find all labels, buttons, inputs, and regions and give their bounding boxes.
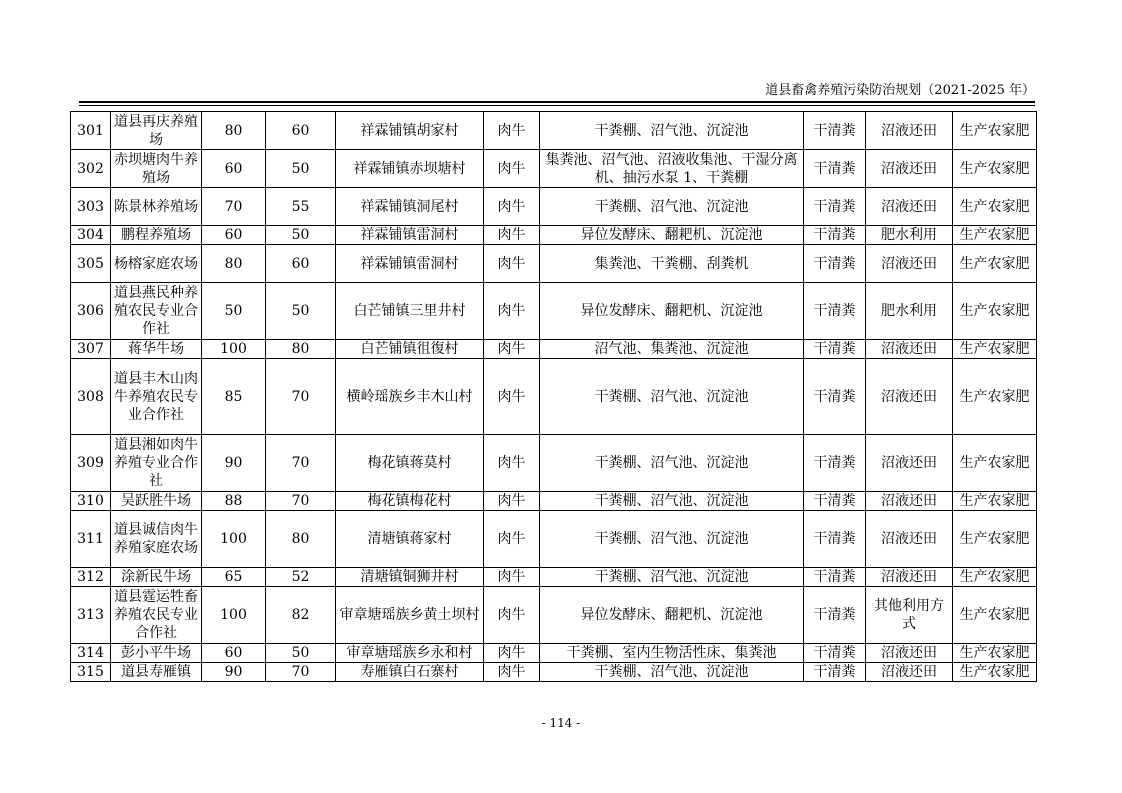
capacity-cell: 80 [202, 245, 266, 283]
index-cell: 313 [71, 587, 111, 644]
stock-cell: 50 [266, 644, 336, 663]
table-row [71, 644, 1037, 663]
cleaning-method-cell: 干清粪 [804, 435, 866, 492]
capacity-cell: 70 [202, 188, 266, 226]
stock-cell: 70 [266, 492, 336, 511]
solid-use-cell: 生产农家肥 [953, 644, 1037, 663]
liquid-use-cell: 沼液还田 [866, 150, 953, 188]
location-cell: 梅花镇蒋莫村 [336, 435, 484, 492]
capacity-cell: 85 [202, 359, 266, 435]
facilities-cell: 异位发酵床、翻耙机、沉淀池 [540, 587, 804, 644]
cleaning-method-cell: 干清粪 [804, 511, 866, 568]
facilities-cell: 沼气池、集粪池、沉淀池 [540, 340, 804, 359]
stock-cell: 70 [266, 435, 336, 492]
livestock-cell: 肉牛 [484, 359, 540, 435]
index-cell: 311 [71, 511, 111, 568]
facilities-cell: 干粪棚、沼气池、沉淀池 [540, 435, 804, 492]
livestock-cell: 肉牛 [484, 188, 540, 226]
stock-cell: 70 [266, 663, 336, 682]
liquid-use-cell: 其他利用方式 [866, 587, 953, 644]
capacity-cell: 100 [202, 511, 266, 568]
location-cell: 横岭瑶族乡丰木山村 [336, 359, 484, 435]
location-cell: 白芒铺镇三里井村 [336, 283, 484, 340]
farm-name-cell: 赤坝塘肉牛养殖场 [111, 150, 202, 188]
facilities-cell: 干粪棚、沼气池、沉淀池 [540, 511, 804, 568]
table-row [71, 663, 1037, 682]
livestock-cell: 肉牛 [484, 587, 540, 644]
facilities-cell: 集粪池、干粪棚、刮粪机 [540, 245, 804, 283]
facilities-cell: 干粪棚、沼气池、沉淀池 [540, 568, 804, 587]
table-row [71, 511, 1037, 568]
solid-use-cell: 生产农家肥 [953, 150, 1037, 188]
facilities-cell: 干粪棚、室内生物活性床、集粪池 [540, 644, 804, 663]
liquid-use-cell: 沼液还田 [866, 340, 953, 359]
location-cell: 寿雁镇白石寨村 [336, 663, 484, 682]
liquid-use-cell: 肥水利用 [866, 283, 953, 340]
farm-name-cell: 道县霆运牲畜养殖农民专业合作社 [111, 587, 202, 644]
solid-use-cell: 生产农家肥 [953, 188, 1037, 226]
capacity-cell: 60 [202, 150, 266, 188]
liquid-use-cell: 沼液还田 [866, 359, 953, 435]
location-cell: 审章塘瑶族乡黄土坝村 [336, 587, 484, 644]
stock-cell: 50 [266, 150, 336, 188]
table-row [71, 568, 1037, 587]
farm-name-cell: 彭小平牛场 [111, 644, 202, 663]
liquid-use-cell: 肥水利用 [866, 226, 953, 245]
facilities-cell: 干粪棚、沼气池、沉淀池 [540, 663, 804, 682]
capacity-cell: 90 [202, 435, 266, 492]
table-row [71, 150, 1037, 188]
livestock-cell: 肉牛 [484, 340, 540, 359]
solid-use-cell: 生产农家肥 [953, 226, 1037, 245]
capacity-cell: 80 [202, 112, 266, 150]
liquid-use-cell: 沼液还田 [866, 511, 953, 568]
index-cell: 312 [71, 568, 111, 587]
facilities-cell: 干粪棚、沼气池、沉淀池 [540, 492, 804, 511]
solid-use-cell: 生产农家肥 [953, 587, 1037, 644]
index-cell: 309 [71, 435, 111, 492]
cleaning-method-cell: 干清粪 [804, 587, 866, 644]
farm-name-cell: 道县燕民种养殖农民专业合作社 [111, 283, 202, 340]
solid-use-cell: 生产农家肥 [953, 511, 1037, 568]
stock-cell: 80 [266, 511, 336, 568]
farm-name-cell: 陈景林养殖场 [111, 188, 202, 226]
index-cell: 305 [71, 245, 111, 283]
table-row [71, 492, 1037, 511]
solid-use-cell: 生产农家肥 [953, 112, 1037, 150]
farm-name-cell: 道县诚信肉牛养殖家庭农场 [111, 511, 202, 568]
table-row [71, 435, 1037, 492]
cleaning-method-cell: 干清粪 [804, 112, 866, 150]
stock-cell: 50 [266, 226, 336, 245]
farm-name-cell: 鹏程养殖场 [111, 226, 202, 245]
livestock-cell: 肉牛 [484, 644, 540, 663]
location-cell: 审章塘瑶族乡永和村 [336, 644, 484, 663]
cleaning-method-cell: 干清粪 [804, 226, 866, 245]
facilities-cell: 异位发酵床、翻耙机、沉淀池 [540, 226, 804, 245]
index-cell: 301 [71, 112, 111, 150]
farm-name-cell: 涂新民牛场 [111, 568, 202, 587]
table-row [71, 188, 1037, 226]
stock-cell: 82 [266, 587, 336, 644]
location-cell: 祥霖铺镇雷洞村 [336, 245, 484, 283]
cleaning-method-cell: 干清粪 [804, 568, 866, 587]
table-row [71, 112, 1037, 150]
stock-cell: 52 [266, 568, 336, 587]
farm-name-cell: 道县丰木山肉牛养殖农民专业合作社 [111, 359, 202, 435]
index-cell: 310 [71, 492, 111, 511]
capacity-cell: 60 [202, 644, 266, 663]
liquid-use-cell: 沼液还田 [866, 568, 953, 587]
liquid-use-cell: 沼液还田 [866, 663, 953, 682]
solid-use-cell: 生产农家肥 [953, 359, 1037, 435]
liquid-use-cell: 沼液还田 [866, 644, 953, 663]
index-cell: 314 [71, 644, 111, 663]
location-cell: 清塘镇蒋家村 [336, 511, 484, 568]
livestock-cell: 肉牛 [484, 150, 540, 188]
farm-name-cell: 吴跃胜牛场 [111, 492, 202, 511]
capacity-cell: 50 [202, 283, 266, 340]
solid-use-cell: 生产农家肥 [953, 568, 1037, 587]
table-row [71, 245, 1037, 283]
location-cell: 祥霖铺镇胡家村 [336, 112, 484, 150]
farm-name-cell: 道县寿雁镇 [111, 663, 202, 682]
livestock-cell: 肉牛 [484, 568, 540, 587]
livestock-cell: 肉牛 [484, 283, 540, 340]
location-cell: 白芒铺镇徂復村 [336, 340, 484, 359]
capacity-cell: 100 [202, 340, 266, 359]
stock-cell: 80 [266, 340, 336, 359]
farm-name-cell: 蒋华牛场 [111, 340, 202, 359]
livestock-cell: 肉牛 [484, 245, 540, 283]
header-rule-thin [79, 105, 1035, 106]
capacity-cell: 100 [202, 587, 266, 644]
capacity-cell: 90 [202, 663, 266, 682]
location-cell: 祥霖铺镇赤坝塘村 [336, 150, 484, 188]
solid-use-cell: 生产农家肥 [953, 435, 1037, 492]
index-cell: 308 [71, 359, 111, 435]
facilities-cell: 异位发酵床、翻耙机、沉淀池 [540, 283, 804, 340]
table-row [71, 226, 1037, 245]
capacity-cell: 65 [202, 568, 266, 587]
liquid-use-cell: 沼液还田 [866, 245, 953, 283]
page-header [79, 82, 1035, 100]
liquid-use-cell: 沼液还田 [866, 492, 953, 511]
cleaning-method-cell: 干清粪 [804, 150, 866, 188]
farm-name-cell: 道县再庆养殖场 [111, 112, 202, 150]
livestock-cell: 肉牛 [484, 511, 540, 568]
table-row [71, 340, 1037, 359]
stock-cell: 60 [266, 112, 336, 150]
location-cell: 祥霖铺镇洞尾村 [336, 188, 484, 226]
header-rule-thick [79, 101, 1035, 103]
cleaning-method-cell: 干清粪 [804, 283, 866, 340]
cleaning-method-cell: 干清粪 [804, 359, 866, 435]
facilities-cell: 干粪棚、沼气池、沉淀池 [540, 188, 804, 226]
index-cell: 307 [71, 340, 111, 359]
stock-cell: 50 [266, 283, 336, 340]
index-cell: 304 [71, 226, 111, 245]
farm-name-cell: 道县湘如肉牛养殖专业合作社 [111, 435, 202, 492]
table-body [71, 112, 1037, 682]
solid-use-cell: 生产农家肥 [953, 340, 1037, 359]
facilities-cell: 干粪棚、沼气池、沉淀池 [540, 112, 804, 150]
table-row [71, 283, 1037, 340]
index-cell: 315 [71, 663, 111, 682]
cleaning-method-cell: 干清粪 [804, 663, 866, 682]
location-cell: 祥霖铺镇雷洞村 [336, 226, 484, 245]
table-row [71, 359, 1037, 435]
livestock-cell: 肉牛 [484, 226, 540, 245]
capacity-cell: 88 [202, 492, 266, 511]
cleaning-method-cell: 干清粪 [804, 644, 866, 663]
solid-use-cell: 生产农家肥 [953, 283, 1037, 340]
livestock-cell: 肉牛 [484, 435, 540, 492]
stock-cell: 60 [266, 245, 336, 283]
cleaning-method-cell: 干清粪 [804, 188, 866, 226]
capacity-cell: 60 [202, 226, 266, 245]
farm-name-cell: 杨榕家庭农场 [111, 245, 202, 283]
livestock-cell: 肉牛 [484, 492, 540, 511]
solid-use-cell: 生产农家肥 [953, 663, 1037, 682]
cleaning-method-cell: 干清粪 [804, 492, 866, 511]
livestock-cell: 肉牛 [484, 663, 540, 682]
stock-cell: 55 [266, 188, 336, 226]
facilities-cell: 干粪棚、沼气池、沉淀池 [540, 359, 804, 435]
cleaning-method-cell: 干清粪 [804, 245, 866, 283]
liquid-use-cell: 沼液还田 [866, 188, 953, 226]
solid-use-cell: 生产农家肥 [953, 492, 1037, 511]
index-cell: 306 [71, 283, 111, 340]
facilities-cell: 集粪池、沼气池、沼液收集池、干湿分离 机、抽污水泵 1、干粪棚 [540, 150, 804, 188]
page-number: - 114 - [541, 716, 581, 730]
cleaning-method-cell: 干清粪 [804, 340, 866, 359]
solid-use-cell: 生产农家肥 [953, 245, 1037, 283]
liquid-use-cell: 沼液还田 [866, 435, 953, 492]
location-cell: 梅花镇梅花村 [336, 492, 484, 511]
document-title: 道县畜禽养殖污染防治规划（2021-2025 年） [765, 83, 1035, 98]
index-cell: 302 [71, 150, 111, 188]
farm-table [70, 111, 1037, 682]
index-cell: 303 [71, 188, 111, 226]
livestock-cell: 肉牛 [484, 112, 540, 150]
location-cell: 清塘镇铜狮井村 [336, 568, 484, 587]
table-row [71, 587, 1037, 644]
stock-cell: 70 [266, 359, 336, 435]
liquid-use-cell: 沼液还田 [866, 112, 953, 150]
